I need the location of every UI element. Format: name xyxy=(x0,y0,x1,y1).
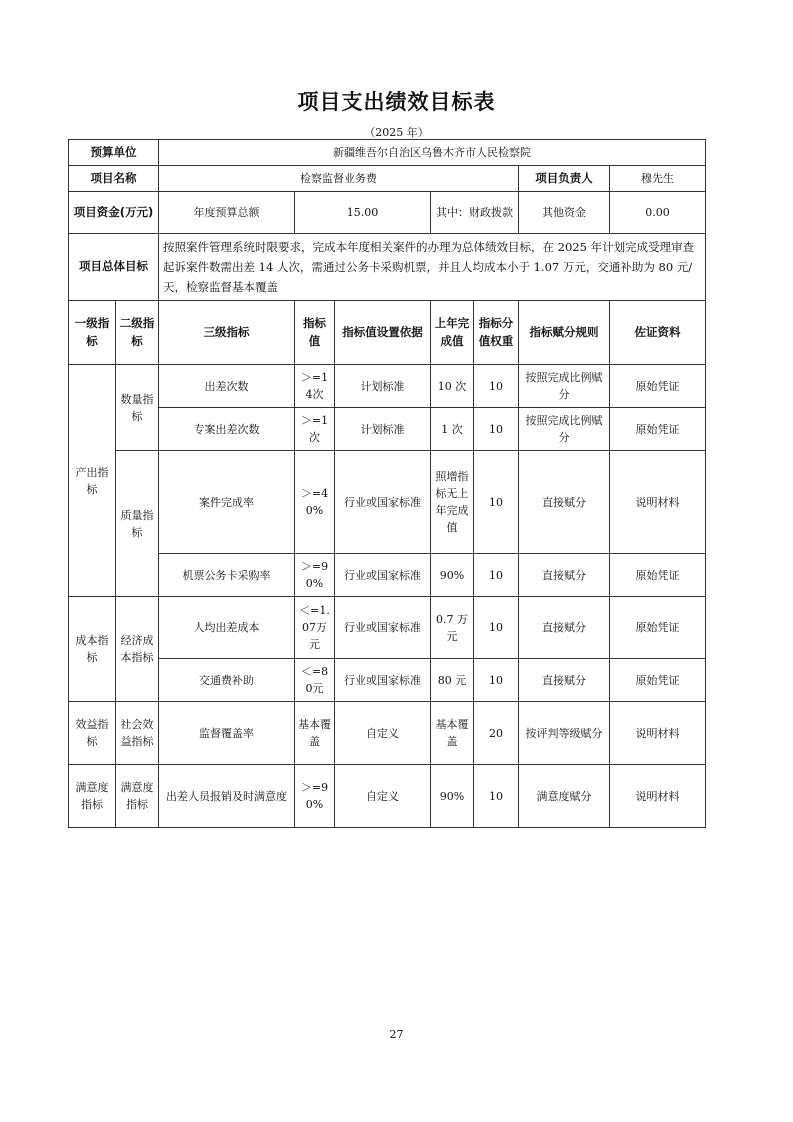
cell-value: 基本覆盖 xyxy=(295,702,335,765)
cell-basis: 自定义 xyxy=(335,765,431,828)
header-prev: 上年完成值 xyxy=(431,301,474,365)
page-number: 27 xyxy=(389,1028,404,1041)
header-basis: 指标值设置依据 xyxy=(335,301,431,365)
group-benefit: 效益指标 xyxy=(69,702,116,765)
cell-l3: 人均出差成本 xyxy=(159,597,295,659)
table-row xyxy=(69,765,706,828)
group-satisfaction-sub: 满意度指标 xyxy=(116,765,159,828)
group-cost: 成本指标 xyxy=(69,597,116,702)
budget-unit-label: 预算单位 xyxy=(69,140,159,166)
table-row xyxy=(69,408,706,451)
table-row xyxy=(69,597,706,659)
year-label: （2025 年） xyxy=(364,126,429,139)
table-row xyxy=(69,659,706,702)
header-row xyxy=(69,301,706,365)
cell-prev: 90% xyxy=(431,554,474,597)
cell-value: ＜=80元 xyxy=(295,659,335,702)
header-level3: 三级指标 xyxy=(159,301,295,365)
project-name-row xyxy=(69,166,706,192)
cell-evidence: 原始凭证 xyxy=(610,408,706,451)
cell-evidence: 说明材料 xyxy=(610,702,706,765)
group-quantity: 数量指标 xyxy=(116,365,159,451)
cell-l3: 专案出差次数 xyxy=(159,408,295,451)
cell-value: ＜=1.07万元 xyxy=(295,597,335,659)
cell-prev: 90% xyxy=(431,765,474,828)
annual-budget-label: 年度预算总额 xyxy=(159,192,295,234)
header-rule: 指标赋分规则 xyxy=(519,301,610,365)
cell-prev: 80 元 xyxy=(431,659,474,702)
cell-basis: 自定义 xyxy=(335,702,431,765)
cell-weight: 10 xyxy=(474,597,519,659)
cell-evidence: 说明材料 xyxy=(610,451,706,554)
other-funds-label: 其他资金 xyxy=(519,192,610,234)
budget-unit-value: 新疆维吾尔自治区乌鲁木齐市人民检察院 xyxy=(159,140,706,166)
group-economic-cost: 经济成本指标 xyxy=(116,597,159,702)
table-row xyxy=(69,365,706,408)
cell-weight: 10 xyxy=(474,659,519,702)
budget-unit-row xyxy=(69,140,706,166)
group-output: 产出指标 xyxy=(69,365,116,597)
funds-label: 项目资金(万元) xyxy=(69,192,159,234)
cell-basis: 计划标准 xyxy=(335,365,431,408)
cell-weight: 20 xyxy=(474,702,519,765)
cell-basis: 计划标准 xyxy=(335,408,431,451)
project-funds-row xyxy=(69,192,706,234)
cell-evidence: 说明材料 xyxy=(610,765,706,828)
table-row xyxy=(69,451,706,554)
table-row xyxy=(69,702,706,765)
cell-weight: 10 xyxy=(474,765,519,828)
performance-table xyxy=(68,139,706,828)
cell-prev: 0.7 万元 xyxy=(431,597,474,659)
cell-rule: 直接赋分 xyxy=(519,659,610,702)
annual-budget-value: 15.00 xyxy=(295,192,431,234)
cell-value: ＞=90% xyxy=(295,765,335,828)
cell-l3: 监督覆盖率 xyxy=(159,702,295,765)
cell-weight: 10 xyxy=(474,451,519,554)
page-title: 项目支出绩效目标表 xyxy=(297,90,496,114)
header-weight: 指标分值权重 xyxy=(474,301,519,365)
cell-rule: 直接赋分 xyxy=(519,554,610,597)
fiscal-label: 其中：财政拨款 xyxy=(431,192,519,234)
project-leader-label: 项目负责人 xyxy=(519,166,610,192)
group-social-benefit: 社会效益指标 xyxy=(116,702,159,765)
cell-prev: 基本覆盖 xyxy=(431,702,474,765)
project-name-label: 项目名称 xyxy=(69,166,159,192)
cell-rule: 按评判等级赋分 xyxy=(519,702,610,765)
cell-rule: 按照完成比例赋分 xyxy=(519,408,610,451)
cell-basis: 行业或国家标准 xyxy=(335,597,431,659)
goal-row xyxy=(69,234,706,301)
project-name-value: 检察监督业务费 xyxy=(159,166,519,192)
cell-evidence: 原始凭证 xyxy=(610,597,706,659)
goal-label: 项目总体目标 xyxy=(69,234,159,301)
cell-rule: 直接赋分 xyxy=(519,451,610,554)
other-funds-value: 0.00 xyxy=(610,192,706,234)
cell-evidence: 原始凭证 xyxy=(610,365,706,408)
cell-rule: 按照完成比例赋分 xyxy=(519,365,610,408)
cell-basis: 行业或国家标准 xyxy=(335,659,431,702)
cell-basis: 行业或国家标准 xyxy=(335,554,431,597)
header-value: 指标值 xyxy=(295,301,335,365)
cell-value: ＞=1次 xyxy=(295,408,335,451)
group-satisfaction: 满意度指标 xyxy=(69,765,116,828)
cell-value: ＞=90% xyxy=(295,554,335,597)
cell-value: ＞=14次 xyxy=(295,365,335,408)
cell-evidence: 原始凭证 xyxy=(610,554,706,597)
cell-rule: 直接赋分 xyxy=(519,597,610,659)
cell-prev: 10 次 xyxy=(431,365,474,408)
header-evidence: 佐证资料 xyxy=(610,301,706,365)
cell-l3: 交通费补助 xyxy=(159,659,295,702)
cell-basis: 行业或国家标准 xyxy=(335,451,431,554)
group-quality: 质量指标 xyxy=(116,451,159,597)
project-leader-value: 穆先生 xyxy=(610,166,706,192)
cell-rule: 满意度赋分 xyxy=(519,765,610,828)
cell-weight: 10 xyxy=(474,408,519,451)
cell-weight: 10 xyxy=(474,554,519,597)
cell-l3: 案件完成率 xyxy=(159,451,295,554)
table-row xyxy=(69,554,706,597)
cell-l3: 出差人员报销及时满意度 xyxy=(159,765,295,828)
cell-prev: 照增指标无上年完成值 xyxy=(431,451,474,554)
cell-weight: 10 xyxy=(474,365,519,408)
cell-evidence: 原始凭证 xyxy=(610,659,706,702)
cell-prev: 1 次 xyxy=(431,408,474,451)
cell-value: ＞=40% xyxy=(295,451,335,554)
cell-l3: 出差次数 xyxy=(159,365,295,408)
cell-l3: 机票公务卡采购率 xyxy=(159,554,295,597)
header-level1: 一级指标 xyxy=(69,301,116,365)
header-level2: 二级指标 xyxy=(116,301,159,365)
goal-text: 按照案件管理系统时限要求，完成本年度相关案件的办理为总体绩效目标，在 2025 年计划完成受理审查起诉案件数需出差 14 人次，需通过公务卡采购机票，并且人均成本小于 1.07 万元，交通补助为 80 元/天，检察监督基本覆盖 xyxy=(159,234,706,301)
